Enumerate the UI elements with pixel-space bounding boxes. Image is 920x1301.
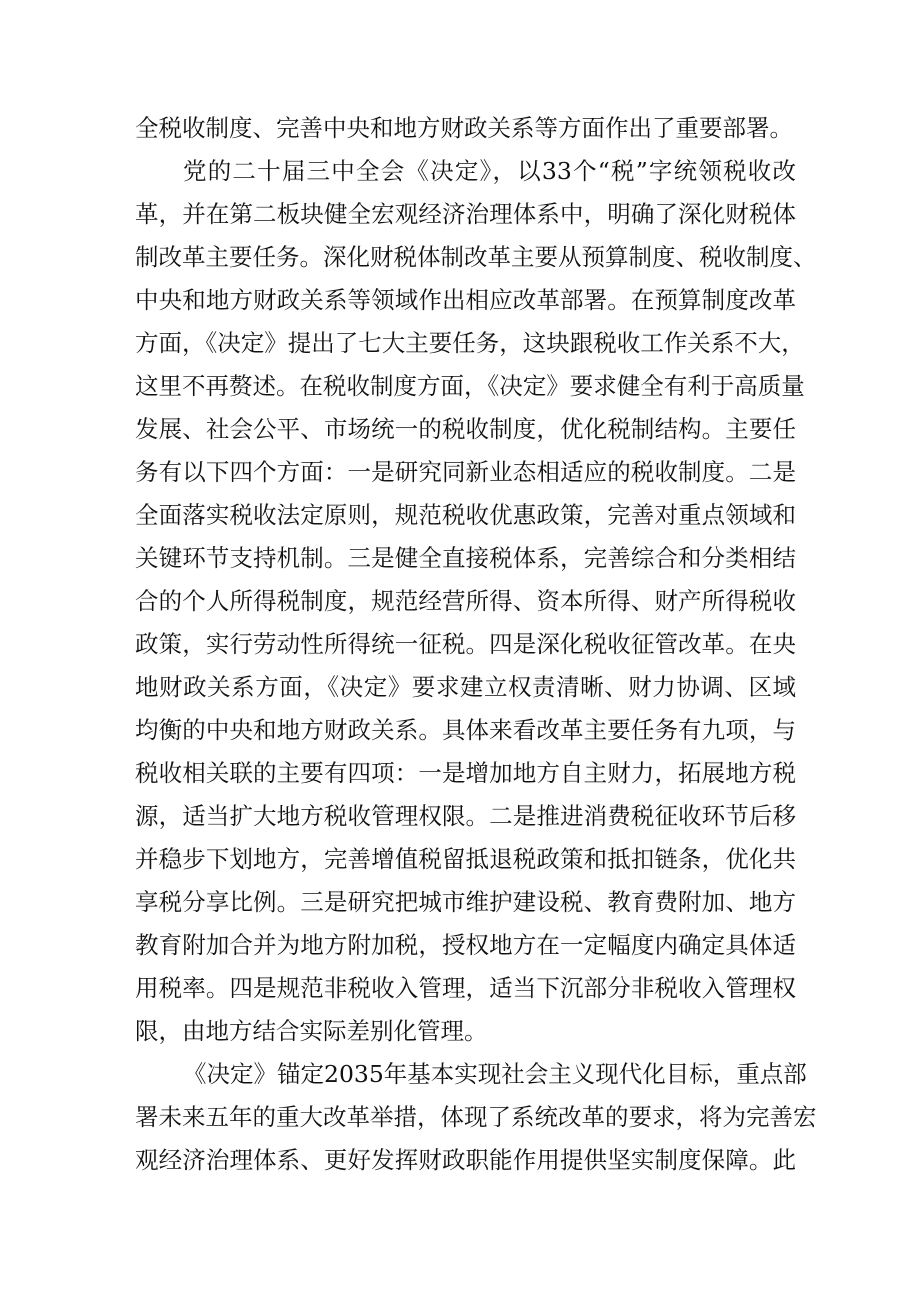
text-line: 发展、社会公平、市场统一的税收制度，优化税制结构。主要任	[135, 415, 796, 443]
text-line: 政策，实行劳动性所得统一征税。四是深化税收征管改革。在央	[135, 630, 796, 658]
text-line: 全面落实税收法定原则，规范税收优惠政策，完善对重点领域和	[135, 501, 796, 529]
text-line: 这里不再赘述。在税收制度方面，《决定》要求健全有利于高质量	[135, 372, 805, 400]
text-line: 务有以下四个方面：一是研究同新业态相适应的税收制度。二是	[135, 458, 796, 486]
text-line: 并稳步下划地方，完善增值税留抵退税政策和抵扣链条，优化共	[135, 845, 796, 873]
text-line: 用税率。四是规范非税收入管理，适当下沉部分非税收入管理权	[135, 974, 796, 1002]
text-line: 合的个人所得税制度，规范经营所得、资本所得、财产所得税收	[135, 587, 796, 615]
text-line: 限，由地方结合实际差别化管理。	[135, 1017, 488, 1045]
text-line: 享税分享比例。三是研究把城市维护建设税、教育费附加、地方	[135, 888, 796, 916]
text-line: 署未来五年的重大改革举措，体现了系统改革的要求，将为完善宏	[135, 1103, 817, 1131]
text-line: 革，并在第二板块健全宏观经济治理体系中，明确了深化财税体	[135, 200, 796, 228]
text-line: 《决定》锚定2035年基本实现社会主义现代化目标，重点部	[183, 1060, 807, 1088]
text-line: 方面，《决定》提出了七大主要任务，这块跟税收工作关系不大，	[135, 329, 805, 357]
text-line: 税收相关联的主要有四项：一是增加地方自主财力，拓展地方税	[135, 759, 796, 787]
text-line: 制改革主要任务。深化财税体制改革主要从预算制度、税收制度、	[135, 243, 817, 271]
text-line: 观经济治理体系、更好发挥财政职能作用提供坚实制度保障。此	[135, 1146, 796, 1174]
text-line: 均衡的中央和地方财政关系。具体来看改革主要任务有九项，与	[135, 716, 796, 744]
text-line: 源，适当扩大地方税收管理权限。二是推进消费税征收环节后移	[135, 802, 796, 830]
text-line: 关键环节支持机制。三是健全直接税体系，完善综合和分类相结	[135, 544, 796, 572]
text-line: 党的二十届三中全会《决定》，以33个“税”字统领税收改	[183, 157, 796, 185]
text-line: 中央和地方财政关系等领域作出相应改革部署。在预算制度改革	[135, 286, 796, 314]
text-line: 教育附加合并为地方附加税，授权地方在一定幅度内确定具体适	[135, 931, 796, 959]
text-line: 全税收制度、完善中央和地方财政关系等方面作出了重要部署。	[135, 114, 793, 142]
paragraph-2	[135, 150, 817, 1053]
text-line: 地财政关系方面，《决定》要求建立权责清晰、财力协调、区域	[135, 673, 796, 701]
paragraph-3	[135, 1053, 817, 1182]
paragraph-1	[135, 107, 796, 150]
